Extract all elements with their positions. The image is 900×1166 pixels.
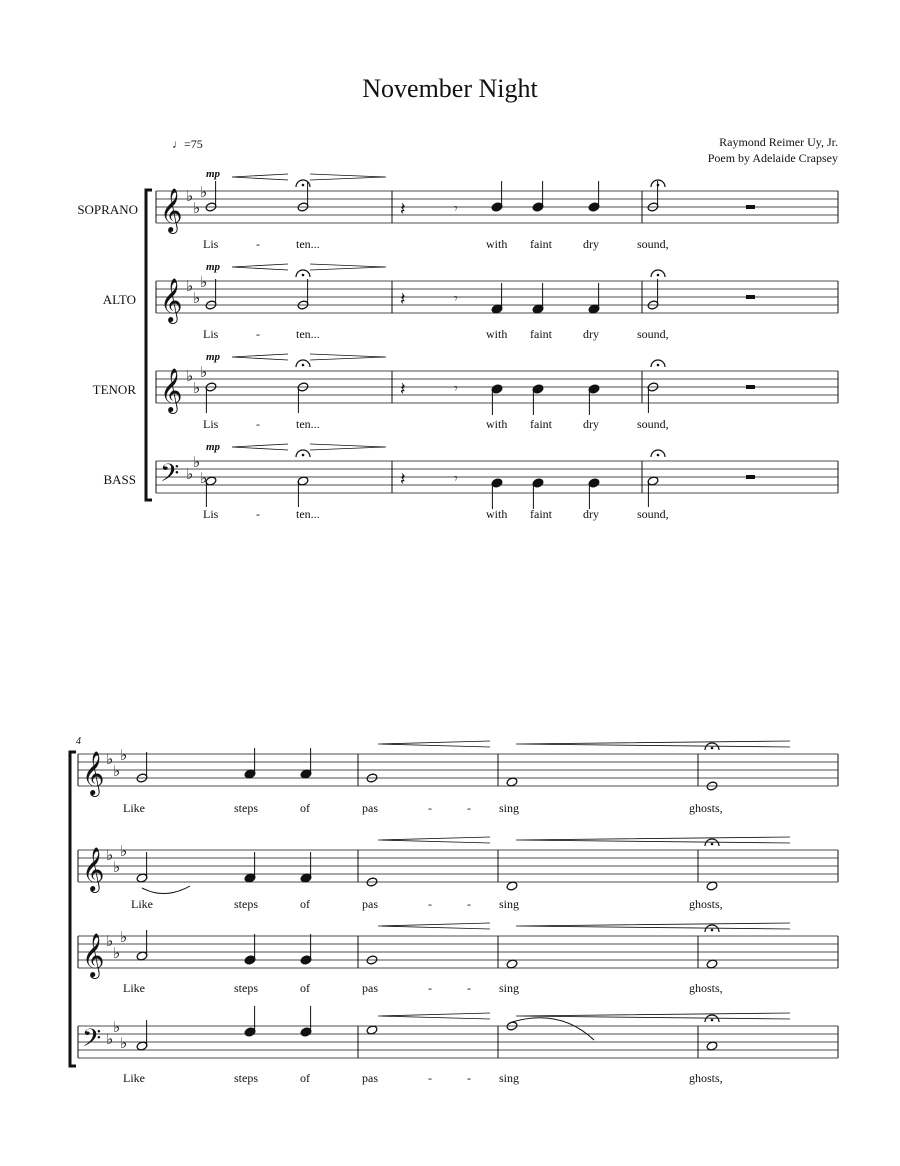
system2-crescendo — [516, 741, 790, 747]
system2-crescendo — [378, 837, 490, 843]
lyric-s2-bass-6: - — [467, 1071, 471, 1085]
system2-key-flat: ♭ — [113, 762, 121, 780]
system2-alto-slur — [142, 886, 190, 894]
lyric-s2-soprano-6: - — [467, 801, 471, 815]
system1-bracket — [146, 190, 152, 500]
system1-clef-1: 𝄞 — [160, 278, 183, 322]
system1-fermata-dot — [657, 364, 660, 367]
lyric-s1-bass-3: ten... — [296, 507, 320, 521]
system1-crescendo — [232, 354, 288, 360]
lyric-s2-bass-4: pas — [362, 1071, 378, 1085]
system2-key-flat: ♭ — [113, 858, 121, 876]
system1-eighth-rest: 𝄾 — [454, 381, 458, 397]
lyric-s2-soprano-3: of — [300, 801, 310, 815]
system2-clef-1: 𝄞 — [82, 847, 105, 891]
system1-decrescendo — [310, 174, 386, 180]
piece-title: November Night — [362, 74, 538, 103]
lyric-s1-soprano-6: dry — [583, 237, 599, 251]
system2-whole-note — [506, 777, 518, 787]
quarter-note-icon: ♩ — [172, 137, 184, 151]
lyric-s1-soprano-3: ten... — [296, 237, 320, 251]
lyric-s1-alto-5: faint — [530, 327, 552, 341]
lyric-s1-alto-2: - — [256, 327, 260, 341]
system2-key-flat: ♭ — [106, 846, 114, 864]
system2-key-flat: ♭ — [120, 842, 128, 860]
lyric-s2-soprano-4: pas — [362, 801, 378, 815]
system2-key-flat: ♭ — [113, 944, 121, 962]
lyric-s1-tenor-7: sound, — [637, 417, 669, 431]
dynamic-soprano: mp — [206, 168, 221, 180]
measure-number: 4 — [76, 736, 81, 747]
lyric-s2-alto-1: Like — [131, 897, 153, 911]
lyric-s1-soprano-1: Lis — [203, 237, 219, 251]
dynamic-alto: mp — [206, 261, 221, 273]
lyric-s2-alto-6: - — [467, 897, 471, 911]
lyric-s1-tenor-5: faint — [530, 417, 552, 431]
system1-eighth-rest: 𝄾 — [454, 291, 458, 307]
lyric-s1-soprano-4: with — [486, 237, 508, 251]
system2-bracket — [70, 752, 76, 1066]
system1-crescendo — [232, 444, 288, 450]
system1-key-flat: ♭ — [186, 465, 194, 483]
system1-key-flat: ♭ — [186, 277, 194, 295]
lyric-s1-alto-7: sound, — [637, 327, 669, 341]
lyric-s2-tenor-3: of — [300, 981, 310, 995]
system2-crescendo — [378, 923, 490, 929]
part-label-soprano: SOPRANO — [77, 202, 138, 217]
lyric-s1-alto-3: ten... — [296, 327, 320, 341]
lyric-s2-bass-7: sing — [499, 1071, 520, 1085]
part-label-alto: ALTO — [102, 292, 136, 307]
lyric-s2-tenor-7: sing — [499, 981, 520, 995]
system2-crescendo — [516, 1013, 790, 1019]
system1-half-rest — [746, 205, 755, 209]
part-label-tenor: TENOR — [92, 382, 136, 397]
system2-key-flat: ♭ — [106, 1030, 114, 1048]
lyric-s1-alto-6: dry — [583, 327, 599, 341]
system1-fermata-dot — [302, 364, 305, 367]
system1-half-rest — [746, 475, 755, 479]
system2-fermata-dot — [711, 843, 714, 846]
system2-clef-0: 𝄞 — [82, 751, 105, 795]
lyric-s2-tenor-8: ghosts, — [689, 981, 723, 995]
lyric-s1-alto-1: Lis — [203, 327, 219, 341]
lyric-s2-alto-3: of — [300, 897, 310, 911]
dynamic-tenor: mp — [206, 351, 221, 363]
system1-fermata-dot — [657, 274, 660, 277]
system1-fermata-dot — [657, 454, 660, 457]
system1-decrescendo — [310, 264, 386, 270]
system2-whole-note — [706, 881, 718, 891]
system1-key-flat: ♭ — [193, 289, 201, 307]
lyric-s1-tenor-1: Lis — [203, 417, 219, 431]
system2-crescendo — [516, 923, 790, 929]
system2-key-flat: ♭ — [120, 746, 128, 764]
system2-fermata-dot — [711, 747, 714, 750]
system1-quarter-rest: 𝄽 — [400, 469, 406, 490]
dynamic-bass: mp — [206, 441, 221, 453]
system2-key-flat: ♭ — [120, 1034, 128, 1052]
lyric-s2-alto-8: ghosts, — [689, 897, 723, 911]
lyric-s1-tenor-2: - — [256, 417, 260, 431]
system1-key-flat: ♭ — [193, 379, 201, 397]
system2-key-flat: ♭ — [120, 928, 128, 946]
lyric-s1-soprano-2: - — [256, 237, 260, 251]
system2-crescendo — [378, 741, 490, 747]
lyric-s2-soprano-5: - — [428, 801, 432, 815]
poet-credit: Poem by Adelaide Crapsey — [707, 151, 838, 165]
lyric-s2-alto-4: pas — [362, 897, 378, 911]
system1-decrescendo — [310, 354, 386, 360]
system2-clef-2: 𝄞 — [82, 933, 105, 977]
system1-eighth-rest: 𝄾 — [454, 471, 458, 487]
system1-crescendo — [232, 174, 288, 180]
system1-half-rest — [746, 295, 755, 299]
system1-fermata-dot — [657, 184, 660, 187]
lyric-s2-bass-8: ghosts, — [689, 1071, 723, 1085]
lyric-s1-bass-6: dry — [583, 507, 599, 521]
lyric-s2-tenor-6: - — [467, 981, 471, 995]
system2-key-flat: ♭ — [106, 932, 114, 950]
system2-fermata-dot — [711, 1019, 714, 1022]
lyric-s1-tenor-4: with — [486, 417, 508, 431]
system1-key-flat: ♭ — [193, 199, 201, 217]
lyric-s2-bass-3: of — [300, 1071, 310, 1085]
lyric-s2-bass-1: Like — [123, 1071, 145, 1085]
system1-fermata-dot — [302, 274, 305, 277]
lyric-s2-alto-7: sing — [499, 897, 520, 911]
system1-clef-3: 𝄢 — [160, 459, 180, 494]
lyric-s1-bass-7: sound, — [637, 507, 669, 521]
system1-quarter-rest: 𝄽 — [400, 379, 406, 400]
lyric-s1-bass-2: - — [256, 507, 260, 521]
system1-eighth-rest: 𝄾 — [454, 201, 458, 217]
system2-whole-note — [366, 1025, 378, 1035]
system2-whole-note — [706, 1041, 718, 1051]
system1-clef-2: 𝄞 — [160, 368, 183, 412]
lyric-s2-alto-2: steps — [234, 897, 258, 911]
part-label-bass: BASS — [103, 472, 136, 487]
lyric-s1-tenor-3: ten... — [296, 417, 320, 431]
system2-key-flat: ♭ — [113, 1018, 121, 1036]
lyric-s2-soprano-1: Like — [123, 801, 145, 815]
system1-crescendo — [232, 264, 288, 270]
system2-bass-slur — [512, 1018, 594, 1040]
system2-crescendo — [516, 837, 790, 843]
lyric-s2-bass-5: - — [428, 1071, 432, 1085]
system1-key-flat: ♭ — [200, 469, 208, 487]
lyric-s2-tenor-2: steps — [234, 981, 258, 995]
lyric-s1-alto-4: with — [486, 327, 508, 341]
system1-key-flat: ♭ — [193, 453, 201, 471]
lyric-s1-bass-5: faint — [530, 507, 552, 521]
lyric-s2-bass-2: steps — [234, 1071, 258, 1085]
lyric-s2-tenor-1: Like — [123, 981, 145, 995]
lyric-s2-alto-5: - — [428, 897, 432, 911]
system1-key-flat: ♭ — [186, 187, 194, 205]
system2-whole-note — [706, 959, 718, 969]
lyric-s1-bass-1: Lis — [203, 507, 219, 521]
system2-fermata-dot — [711, 929, 714, 932]
lyric-s1-soprano-5: faint — [530, 237, 552, 251]
composer-credit: Raymond Reimer Uy, Jr. — [719, 135, 838, 149]
system1-key-flat: ♭ — [200, 183, 208, 201]
system1-quarter-rest: 𝄽 — [400, 199, 406, 220]
lyric-s2-soprano-7: sing — [499, 801, 520, 815]
system2-clef-3: 𝄢 — [82, 1024, 102, 1059]
system1-key-flat: ♭ — [200, 363, 208, 381]
lyric-s2-soprano-8: ghosts, — [689, 801, 723, 815]
system1-key-flat: ♭ — [186, 367, 194, 385]
system1-fermata-dot — [302, 454, 305, 457]
system1-key-flat: ♭ — [200, 273, 208, 291]
lyric-s2-tenor-5: - — [428, 981, 432, 995]
system2-whole-note — [506, 881, 518, 891]
system1-decrescendo — [310, 444, 386, 450]
system2-crescendo — [378, 1013, 490, 1019]
tempo-value: =75 — [184, 137, 203, 151]
system1-clef-0: 𝄞 — [160, 188, 183, 232]
system1-quarter-rest: 𝄽 — [400, 289, 406, 310]
system2-whole-note — [506, 959, 518, 969]
lyric-s1-soprano-7: sound, — [637, 237, 669, 251]
lyric-s2-soprano-2: steps — [234, 801, 258, 815]
lyric-s1-bass-4: with — [486, 507, 508, 521]
lyric-s1-tenor-6: dry — [583, 417, 599, 431]
system1-fermata-dot — [302, 184, 305, 187]
system2-key-flat: ♭ — [106, 750, 114, 768]
lyric-s2-tenor-4: pas — [362, 981, 378, 995]
system1-half-rest — [746, 385, 755, 389]
